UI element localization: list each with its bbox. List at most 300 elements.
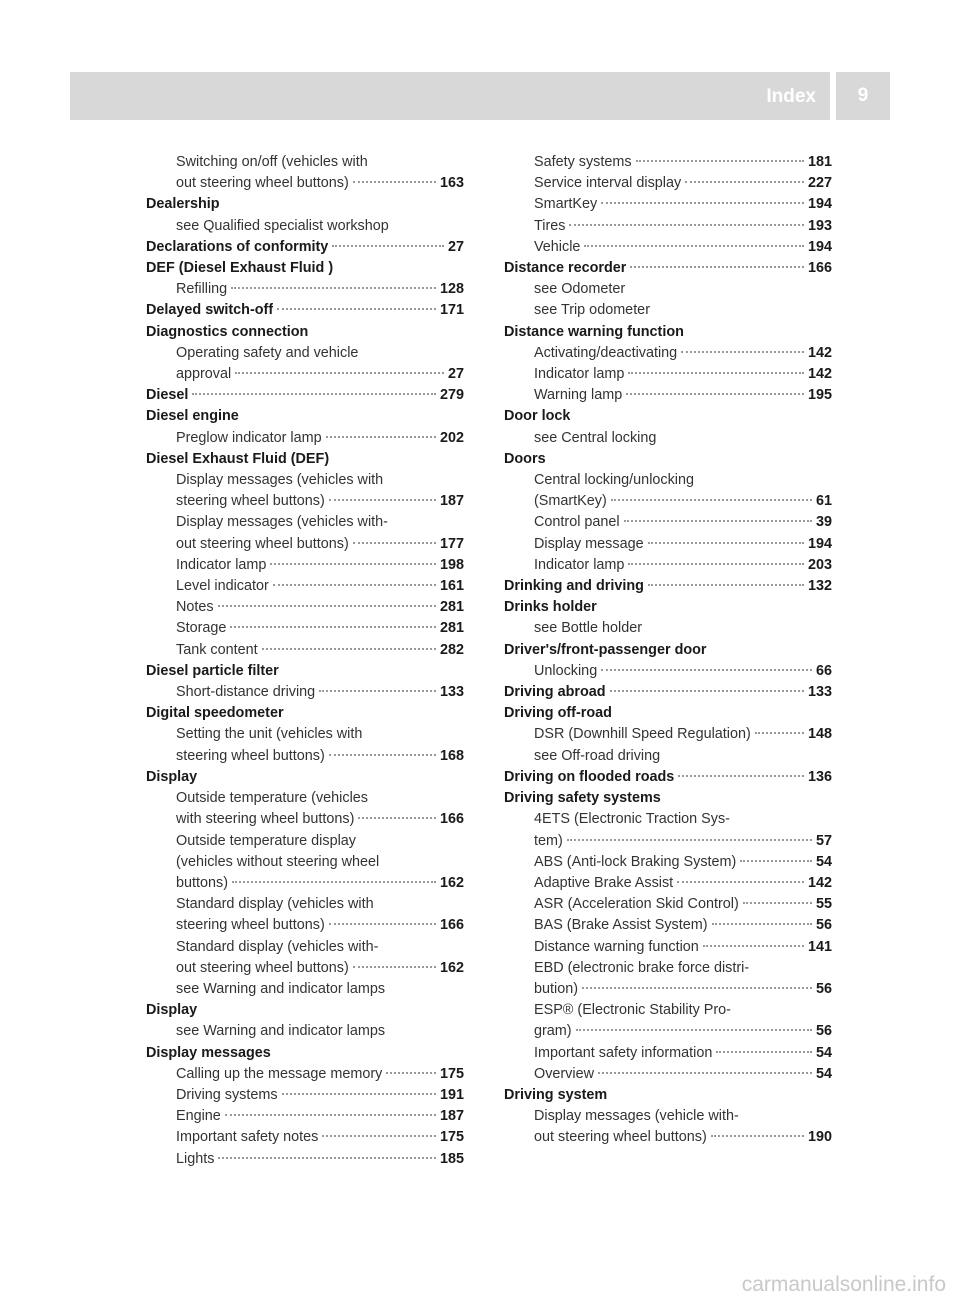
entry-text: Display <box>146 1002 198 1019</box>
index-subentry <box>504 152 832 173</box>
entry-text: Door lock <box>504 408 571 425</box>
index-subentry <box>504 809 832 830</box>
page-reference: 166 <box>439 811 464 828</box>
index-entry <box>146 194 464 215</box>
page-reference: 227 <box>807 175 832 192</box>
dot-leader <box>712 923 812 925</box>
page-reference: 171 <box>439 302 464 319</box>
index-entry <box>146 258 464 279</box>
index-entry <box>146 767 464 788</box>
index-subentry <box>146 597 464 618</box>
index-subentry <box>504 343 832 364</box>
index-entry <box>504 682 832 703</box>
index-subentry <box>504 618 832 639</box>
page-reference: 56 <box>815 1023 832 1040</box>
dot-leader <box>630 266 804 268</box>
index-subentry <box>504 979 832 1000</box>
entry-text: Activating/deactivating <box>534 344 678 361</box>
entry-text: steering wheel buttons) <box>176 917 325 934</box>
index-subentry <box>504 300 832 321</box>
index-entry <box>146 406 464 427</box>
dot-leader <box>322 1135 436 1137</box>
entry-text: see Trip odometer <box>534 302 650 319</box>
dot-leader <box>270 563 436 565</box>
dot-leader <box>353 181 436 183</box>
page-reference: 142 <box>807 344 832 361</box>
dot-leader <box>192 393 436 395</box>
entry-text: Engine <box>176 1108 221 1125</box>
index-subentry <box>504 173 832 194</box>
page-reference: 177 <box>439 535 464 552</box>
page-reference: 133 <box>807 684 832 701</box>
index-subentry <box>504 894 832 915</box>
page-reference: 203 <box>807 556 832 573</box>
entry-text: ASR (Acceleration Skid Control) <box>534 896 739 913</box>
entry-text: Standard display (vehicles with- <box>176 938 379 955</box>
entry-text: out steering wheel buttons) <box>176 535 349 552</box>
index-entry <box>504 449 832 470</box>
index-subentry <box>504 661 832 682</box>
page-reference: 181 <box>807 154 832 170</box>
entry-text: Important safety information <box>534 1044 713 1061</box>
dot-leader <box>273 584 436 586</box>
dot-leader <box>319 690 436 692</box>
entry-text: Important safety notes <box>176 1129 319 1146</box>
entry-text: steering wheel buttons) <box>176 493 325 510</box>
entry-text: Distance warning function <box>504 323 684 340</box>
dot-leader <box>218 605 436 607</box>
page-reference: 57 <box>815 832 832 849</box>
index-entry <box>146 1043 464 1064</box>
entry-text: bution) <box>534 980 579 997</box>
entry-text: out steering wheel buttons) <box>176 959 349 976</box>
index-entry <box>146 237 464 258</box>
index-subentry <box>504 724 832 745</box>
entry-text: Diesel <box>146 387 189 404</box>
index-entry <box>146 449 464 470</box>
page-reference: 142 <box>807 874 832 891</box>
index-subentry <box>146 279 464 300</box>
entry-text: Standard display (vehicles with <box>176 896 374 913</box>
entry-text: Indicator lamp <box>534 366 625 383</box>
page-reference: 279 <box>439 387 464 404</box>
index-subentry <box>146 216 464 237</box>
dot-leader <box>576 1029 812 1031</box>
dot-leader <box>601 202 804 204</box>
index-subentry <box>504 534 832 555</box>
entry-text: Warning lamp <box>534 387 623 404</box>
page-reference: 162 <box>439 959 464 976</box>
dot-leader <box>624 520 812 522</box>
index-column-right <box>504 152 832 1149</box>
entry-text: EBD (electronic brake force distri- <box>534 959 750 976</box>
page-reference: 166 <box>807 260 832 277</box>
page-reference: 132 <box>807 578 832 595</box>
index-subentry <box>504 1127 832 1148</box>
entry-text: Drinking and driving <box>504 578 644 595</box>
index-subentry <box>146 937 464 958</box>
dot-leader <box>386 1072 436 1074</box>
entry-text: Tank content <box>176 641 258 658</box>
entry-text: out steering wheel buttons) <box>534 1129 707 1146</box>
dot-leader <box>610 690 804 692</box>
index-subentry <box>146 364 464 385</box>
dot-leader <box>225 1114 436 1116</box>
entry-text: Short-distance driving <box>176 684 316 701</box>
dot-leader <box>353 542 436 544</box>
entry-text: Diesel Exhaust Fluid (DEF) <box>146 450 330 467</box>
entry-text: see Bottle holder <box>534 620 643 637</box>
dot-leader <box>598 1072 812 1074</box>
dot-leader <box>329 499 436 501</box>
entry-text: with steering wheel buttons) <box>176 811 355 828</box>
dot-leader <box>685 181 804 183</box>
index-entry <box>146 385 464 406</box>
index-entry <box>146 300 464 321</box>
entry-text: see Warning and indicator lamps <box>176 1023 386 1040</box>
index-subentry <box>146 1021 464 1042</box>
index-subentry <box>504 194 832 215</box>
page-reference: 162 <box>439 874 464 891</box>
entry-text: ESP® (Electronic Stability Pro- <box>534 1002 731 1019</box>
page-reference: 187 <box>439 1108 464 1125</box>
index-subentry <box>504 216 832 237</box>
index-subentry <box>146 873 464 894</box>
index-entry <box>504 597 832 618</box>
entry-text: Central locking/unlocking <box>534 472 694 489</box>
page-reference: 175 <box>439 1129 464 1146</box>
page-reference: 136 <box>807 768 832 785</box>
index-subentry <box>146 173 464 194</box>
entry-text: Preglow indicator lamp <box>176 429 322 446</box>
entry-text: (vehicles without steering wheel <box>176 853 380 870</box>
entry-text: DSR (Downhill Speed Regulation) <box>534 726 751 743</box>
entry-text: Indicator lamp <box>534 556 625 573</box>
entry-text: Outside temperature display <box>176 832 356 849</box>
entry-text: Driving on flooded roads <box>504 768 675 785</box>
dot-leader <box>628 563 804 565</box>
entry-text: see Warning and indicator lamps <box>176 980 386 997</box>
page-reference: 193 <box>807 217 832 234</box>
entry-text: Driving off-road <box>504 705 612 722</box>
dot-leader <box>678 775 804 777</box>
index-entry <box>146 703 464 724</box>
index-entry <box>146 661 464 682</box>
page-reference: 195 <box>807 387 832 404</box>
entry-text: Display message <box>534 535 644 552</box>
entry-text: Display messages (vehicles with <box>176 472 384 489</box>
index-subentry <box>504 1000 832 1021</box>
index-subentry <box>504 1064 832 1085</box>
index-subentry <box>504 385 832 406</box>
index-subentry <box>504 364 832 385</box>
dot-leader <box>703 945 804 947</box>
entry-text: see Odometer <box>534 281 626 298</box>
entry-text: Distance recorder <box>504 260 627 277</box>
dot-leader <box>716 1051 812 1053</box>
dot-leader <box>230 626 436 628</box>
index-entry <box>504 576 832 597</box>
page-reference: 55 <box>815 896 832 913</box>
page-number: 9 <box>836 72 890 120</box>
page-reference: 27 <box>447 366 464 383</box>
index-subentry <box>146 618 464 639</box>
entry-text: Driver's/front-passenger door <box>504 641 707 658</box>
page-reference: 161 <box>439 578 464 595</box>
page-reference: 194 <box>807 196 832 213</box>
entry-text: Digital speedometer <box>146 705 284 722</box>
dot-leader <box>569 224 804 226</box>
entry-text: see Central locking <box>534 429 657 446</box>
index-subentry <box>504 852 832 873</box>
dot-leader <box>755 732 804 734</box>
dot-leader <box>282 1093 436 1095</box>
index-entry <box>504 788 832 809</box>
page-reference: 194 <box>807 535 832 552</box>
index-subentry <box>504 831 832 852</box>
entry-text: Diesel particle filter <box>146 662 279 679</box>
page-reference: 191 <box>439 1086 464 1103</box>
entry-text: buttons) <box>176 874 228 891</box>
index-subentry <box>504 428 832 449</box>
page-reference: 54 <box>815 853 832 870</box>
index-subentry <box>504 746 832 767</box>
dot-leader <box>648 542 804 544</box>
index-subentry <box>146 576 464 597</box>
entry-text: BAS (Brake Assist System) <box>534 917 708 934</box>
index-subentry <box>504 1021 832 1042</box>
page-reference: 281 <box>439 599 464 616</box>
entry-text: Display messages (vehicles with- <box>176 514 388 531</box>
index-subentry <box>504 873 832 894</box>
entry-text: Driving abroad <box>504 684 606 701</box>
entry-text: see Off-road driving <box>534 747 661 764</box>
page-reference: 56 <box>815 980 832 997</box>
index-subentry <box>146 1085 464 1106</box>
page-reference: 148 <box>807 726 832 743</box>
dot-leader <box>332 245 444 247</box>
index-subentry <box>146 152 464 173</box>
entry-text: Calling up the message memory <box>176 1065 383 1082</box>
dot-leader <box>567 839 812 841</box>
page-reference: 168 <box>439 747 464 764</box>
dot-leader <box>277 308 436 310</box>
dot-leader <box>358 817 436 819</box>
index-entry <box>504 767 832 788</box>
page-reference: 54 <box>815 1044 832 1061</box>
index-subentry <box>146 491 464 512</box>
index-subentry <box>146 1149 464 1170</box>
page-reference: 187 <box>439 493 464 510</box>
index-subentry <box>146 894 464 915</box>
entry-text: Declarations of conformity <box>146 238 329 255</box>
index-subentry <box>146 809 464 830</box>
entry-text: Setting the unit (vehicles with <box>176 726 363 743</box>
index-subentry <box>504 1106 832 1127</box>
index-subentry <box>504 555 832 576</box>
entry-text: see Qualified specialist workshop <box>176 217 389 234</box>
dot-leader <box>235 372 444 374</box>
entry-text: tem) <box>534 832 563 849</box>
index-subentry <box>504 958 832 979</box>
dot-leader <box>677 881 804 883</box>
entry-text: Control panel <box>534 514 620 531</box>
entry-text: out steering wheel buttons) <box>176 175 349 192</box>
page-reference: 166 <box>439 917 464 934</box>
page-reference: 282 <box>439 641 464 658</box>
index-column-left <box>146 152 464 1170</box>
entry-text: Driving systems <box>176 1086 278 1103</box>
entry-text: Adaptive Brake Assist <box>534 874 674 891</box>
dot-leader <box>743 902 812 904</box>
page-reference: 175 <box>439 1065 464 1082</box>
index-subentry <box>146 682 464 703</box>
index-subentry <box>146 979 464 1000</box>
dot-leader <box>232 881 436 883</box>
index-subentry <box>504 937 832 958</box>
page-reference: 198 <box>439 556 464 573</box>
page-reference: 281 <box>439 620 464 637</box>
page-reference: 27 <box>447 238 464 255</box>
index-subentry <box>146 852 464 873</box>
entry-text: Diesel engine <box>146 408 239 425</box>
index-subentry <box>146 428 464 449</box>
entry-text: SmartKey <box>534 196 598 213</box>
dot-leader <box>611 499 812 501</box>
index-subentry <box>146 343 464 364</box>
dot-leader <box>626 393 804 395</box>
entry-text: Tires <box>534 217 566 234</box>
entry-text: Lights <box>176 1150 215 1167</box>
entry-text: Doors <box>504 450 546 467</box>
index-subentry <box>146 915 464 936</box>
entry-text: Outside temperature (vehicles <box>176 790 368 807</box>
index-subentry <box>504 237 832 258</box>
dot-leader <box>711 1135 804 1137</box>
dot-leader <box>740 860 812 862</box>
dot-leader <box>218 1157 436 1159</box>
page-reference: 128 <box>439 281 464 298</box>
page-reference: 61 <box>815 493 832 510</box>
page-reference: 190 <box>807 1129 832 1146</box>
dot-leader <box>329 754 436 756</box>
entry-text: Safety systems <box>534 154 632 170</box>
entry-text: Driving system <box>504 1086 608 1103</box>
index-entry <box>504 322 832 343</box>
entry-text: Vehicle <box>534 238 581 255</box>
entry-text: Level indicator <box>176 578 269 595</box>
index-entry <box>504 406 832 427</box>
index-subentry <box>504 491 832 512</box>
page-reference: 142 <box>807 366 832 383</box>
index-subentry <box>146 534 464 555</box>
entry-text: Indicator lamp <box>176 556 267 573</box>
entry-text: Storage <box>176 620 227 637</box>
dot-leader <box>601 669 812 671</box>
entry-text: gram) <box>534 1023 572 1040</box>
index-subentry <box>146 555 464 576</box>
index-subentry <box>146 724 464 745</box>
index-entry <box>146 1000 464 1021</box>
page-reference: 54 <box>815 1065 832 1082</box>
page-reference: 163 <box>439 175 464 192</box>
index-subentry <box>146 788 464 809</box>
entry-text: Service interval display <box>534 175 682 192</box>
entry-text: Diagnostics connection <box>146 323 309 340</box>
dot-leader <box>262 648 436 650</box>
watermark: carmanualsonline.info <box>741 1273 946 1296</box>
page-reference: 133 <box>439 684 464 701</box>
entry-text: Driving safety systems <box>504 790 661 807</box>
dot-leader <box>648 584 804 586</box>
page-section-title: Index <box>766 86 816 107</box>
entry-text: DEF (Diesel Exhaust Fluid ) <box>146 260 334 277</box>
index-subentry <box>504 1043 832 1064</box>
index-entry <box>504 1085 832 1106</box>
index-subentry <box>504 512 832 533</box>
page-reference: 202 <box>439 429 464 446</box>
index-entry <box>504 703 832 724</box>
entry-text: steering wheel buttons) <box>176 747 325 764</box>
index-entry <box>504 640 832 661</box>
entry-text: ABS (Anti-lock Braking System) <box>534 853 737 870</box>
entry-text: Drinks holder <box>504 599 597 616</box>
dot-leader <box>636 160 804 162</box>
index-subentry <box>146 640 464 661</box>
page-reference: 194 <box>807 238 832 255</box>
entry-text: approval <box>176 366 232 383</box>
index-subentry <box>504 915 832 936</box>
entry-text: Dealership <box>146 196 220 213</box>
entry-text: Display <box>146 768 198 785</box>
index-entry <box>146 322 464 343</box>
entry-text: Operating safety and vehicle <box>176 344 359 361</box>
entry-text: Switching on/off (vehicles with <box>176 154 368 170</box>
dot-leader <box>681 351 804 353</box>
dot-leader <box>582 987 812 989</box>
index-entry <box>504 258 832 279</box>
entry-text: 4ETS (Electronic Traction Sys- <box>534 811 730 828</box>
entry-text: (SmartKey) <box>534 493 607 510</box>
index-subentry <box>146 470 464 491</box>
dot-leader <box>326 436 436 438</box>
index-subentry <box>146 958 464 979</box>
index-subentry <box>146 1106 464 1127</box>
index-subentry <box>146 831 464 852</box>
header-bar <box>70 72 830 120</box>
index-subentry <box>146 1064 464 1085</box>
page-reference: 39 <box>815 514 832 531</box>
page-reference: 66 <box>815 662 832 679</box>
entry-text: Display messages (vehicle with- <box>534 1108 739 1125</box>
page-reference: 185 <box>439 1150 464 1167</box>
page-reference: 141 <box>807 938 832 955</box>
entry-text: Display messages <box>146 1044 271 1061</box>
entry-text: Refilling <box>176 281 228 298</box>
dot-leader <box>231 287 436 289</box>
index-subentry <box>146 746 464 767</box>
dot-leader <box>353 966 436 968</box>
entry-text: Unlocking <box>534 662 598 679</box>
index-subentry <box>146 1127 464 1148</box>
index-subentry <box>504 279 832 300</box>
entry-text: Overview <box>534 1065 594 1082</box>
dot-leader <box>329 923 436 925</box>
index-subentry <box>146 512 464 533</box>
entry-text: Delayed switch-off <box>146 302 274 319</box>
dot-leader <box>628 372 804 374</box>
dot-leader <box>584 245 804 247</box>
